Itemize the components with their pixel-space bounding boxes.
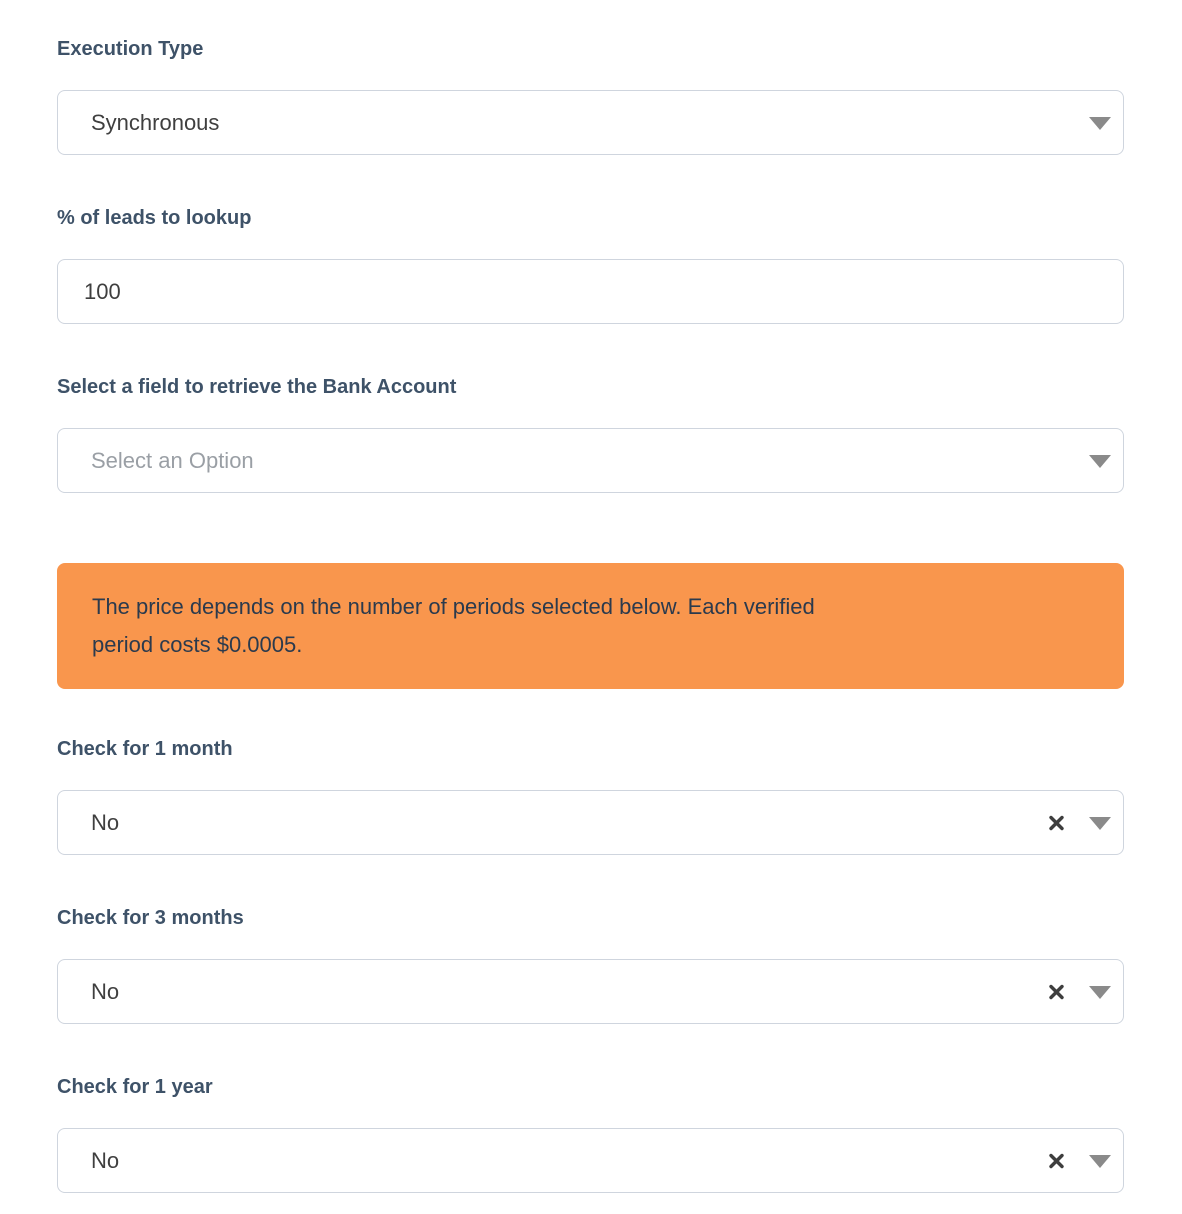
clear-icon[interactable] [1048,1152,1065,1169]
check-1-month-select[interactable] [57,790,1124,855]
clear-icon[interactable] [1048,814,1065,831]
chevron-down-icon [1089,1155,1111,1168]
execution-type-select[interactable] [57,90,1124,155]
field-group-check-1-month [57,737,1124,855]
field-group-bank-account-field [57,375,1124,493]
price-notice-line1: The price depends on the number of periods selected below. Each verified [92,594,815,619]
check-3-months-label: Check for 3 months [57,907,244,929]
bank-account-field-label: Select a field to retrieve the Bank Account [57,376,457,398]
check-1-month-value: No [91,809,120,835]
check-1-year-select[interactable] [57,1128,1124,1193]
check-1-month-label: Check for 1 month [57,738,233,760]
check-1-year-label: Check for 1 year [57,1076,213,1098]
field-group-check-1-year [57,1075,1124,1193]
leads-percent-label: % of leads to lookup [57,207,252,229]
price-notice-line2: period costs $0.0005. [92,632,303,657]
chevron-down-icon [1089,117,1111,130]
chevron-down-icon [1089,986,1111,999]
bank-account-field-placeholder: Select an Option [91,447,254,473]
leads-percent-input[interactable] [57,259,1124,324]
chevron-down-icon [1089,455,1111,468]
execution-type-value: Synchronous [91,109,220,135]
chevron-down-icon [1089,817,1111,830]
check-1-year-value: No [91,1147,120,1173]
field-group-leads-percent [57,206,1124,324]
check-3-months-select[interactable] [57,959,1124,1024]
price-notice [57,563,1124,689]
clear-icon[interactable] [1048,983,1065,1000]
execution-type-label: Execution Type [57,38,204,60]
field-group-execution-type [57,37,1124,155]
check-3-months-value: No [91,978,120,1004]
field-group-check-3-months [57,906,1124,1024]
bank-account-field-select[interactable] [57,428,1124,493]
